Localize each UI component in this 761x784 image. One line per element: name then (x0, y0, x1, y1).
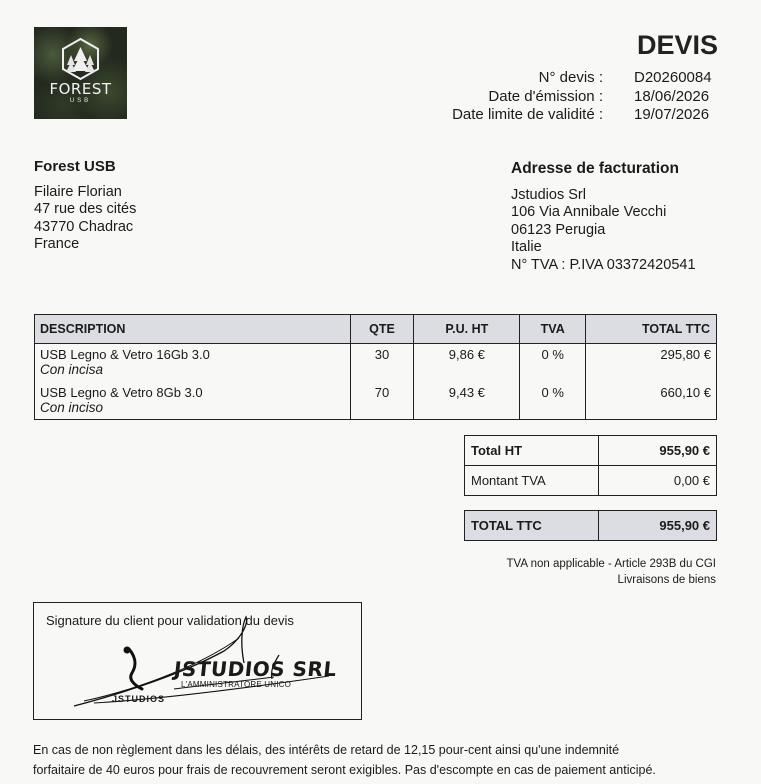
header-tva: TVA (520, 315, 586, 344)
quote-number-value: D20260084 (634, 69, 712, 86)
footer-line: forfaitaire de 40 euros pour frais de recouvrement seront exigibles. Pas d'escompte en cas de paiement anticipé. (33, 763, 656, 777)
billing-line: 106 Via Annibale Vecchi (511, 204, 667, 220)
sender-name: Forest USB (34, 158, 116, 175)
tva-amount-value: 0,00 € (599, 466, 717, 496)
header-qte: QTE (350, 315, 414, 344)
total-ttc-row (465, 511, 717, 541)
billing-address (511, 160, 696, 274)
billing-line: Jstudios Srl (511, 186, 586, 203)
total-ttc-label: TOTAL TTC (465, 511, 599, 541)
item-description-cell (35, 344, 351, 382)
signature-label: Signature du client pour validation du devis (46, 613, 294, 628)
items-table (34, 314, 717, 420)
tva-amount-label: Montant TVA (465, 466, 599, 496)
legal-footer (33, 740, 733, 780)
item-description-cell (35, 382, 351, 420)
issue-date-label: Date d'émission : (488, 87, 603, 105)
total-ht-value: 955,90 € (599, 436, 717, 466)
item-note: Con inciso (40, 399, 104, 415)
header-unit-price: P.U. HT (414, 315, 520, 344)
table-row (35, 344, 717, 382)
item-qte: 30 (350, 344, 414, 382)
issue-date-value: 18/06/2026 (634, 87, 710, 105)
tax-notes (507, 557, 716, 588)
signature-box (33, 602, 362, 720)
item-description: USB Legno & Vetro 16Gb 3.0 (40, 347, 210, 362)
stamp-company-name: JSTUDIOS SRL (172, 657, 338, 681)
billing-title: Adresse de facturation (511, 160, 679, 177)
document-title: DEVIS (636, 30, 718, 60)
forest-hexagon-icon (34, 27, 127, 119)
item-qte: 70 (350, 382, 414, 420)
item-tva: 0 % (520, 344, 586, 382)
stamp-brand: JSTUDIOS (112, 694, 166, 704)
forest-usb-logo (34, 27, 127, 119)
tva-row (465, 466, 717, 496)
sender-line: Filaire Florian (34, 183, 122, 200)
sender-line: 43770 Chadrac (34, 218, 134, 235)
quote-meta-values (634, 69, 712, 125)
subtotals-table (464, 435, 717, 496)
logo-subtext: USB (69, 98, 92, 104)
item-total: 295,80 € (586, 344, 717, 382)
sender-line: France (34, 236, 80, 252)
stamp-role: L'AMMINISTRATORE UNICO (181, 680, 292, 689)
footer-line: En cas de non règlement dans les délais, des intérêts de retard de 12,15 pour-cent ainsi qu'une indemnité (33, 743, 620, 757)
total-ht-row (465, 436, 717, 466)
tax-note-line: Livraisons de biens (617, 573, 716, 586)
total-ttc-value: 955,90 € (599, 511, 717, 541)
header-description: DESCRIPTION (35, 315, 351, 344)
tax-note-line: TVA non applicable - Article 293B du CGI (506, 558, 716, 570)
sender-address (34, 158, 136, 254)
sender-line: 47 rue des cités (34, 201, 137, 217)
table-row (35, 382, 717, 420)
item-note: Con incisa (40, 362, 104, 377)
item-unit-price: 9,43 € (414, 382, 520, 420)
grand-total-table (464, 510, 717, 541)
item-tva: 0 % (520, 382, 586, 420)
billing-vat-number: N° TVA : P.IVA 03372420541 (511, 256, 696, 273)
quote-meta-labels (452, 69, 603, 125)
total-ht-label: Total HT (465, 436, 599, 466)
billing-line: Italie (511, 239, 542, 255)
validity-date-value: 19/07/2026 (634, 106, 710, 123)
item-total: 660,10 € (586, 382, 717, 420)
header-total: TOTAL TTC (586, 315, 717, 344)
item-description: USB Legno & Vetro 8Gb 3.0 (40, 384, 203, 400)
quote-number-label: N° devis : (538, 69, 603, 86)
item-unit-price: 9,86 € (414, 344, 520, 382)
billing-line: 06123 Perugia (511, 221, 606, 238)
validity-date-label: Date limite de validité : (452, 106, 603, 123)
logo-text: FOREST (49, 80, 112, 98)
items-header-row (35, 315, 717, 344)
